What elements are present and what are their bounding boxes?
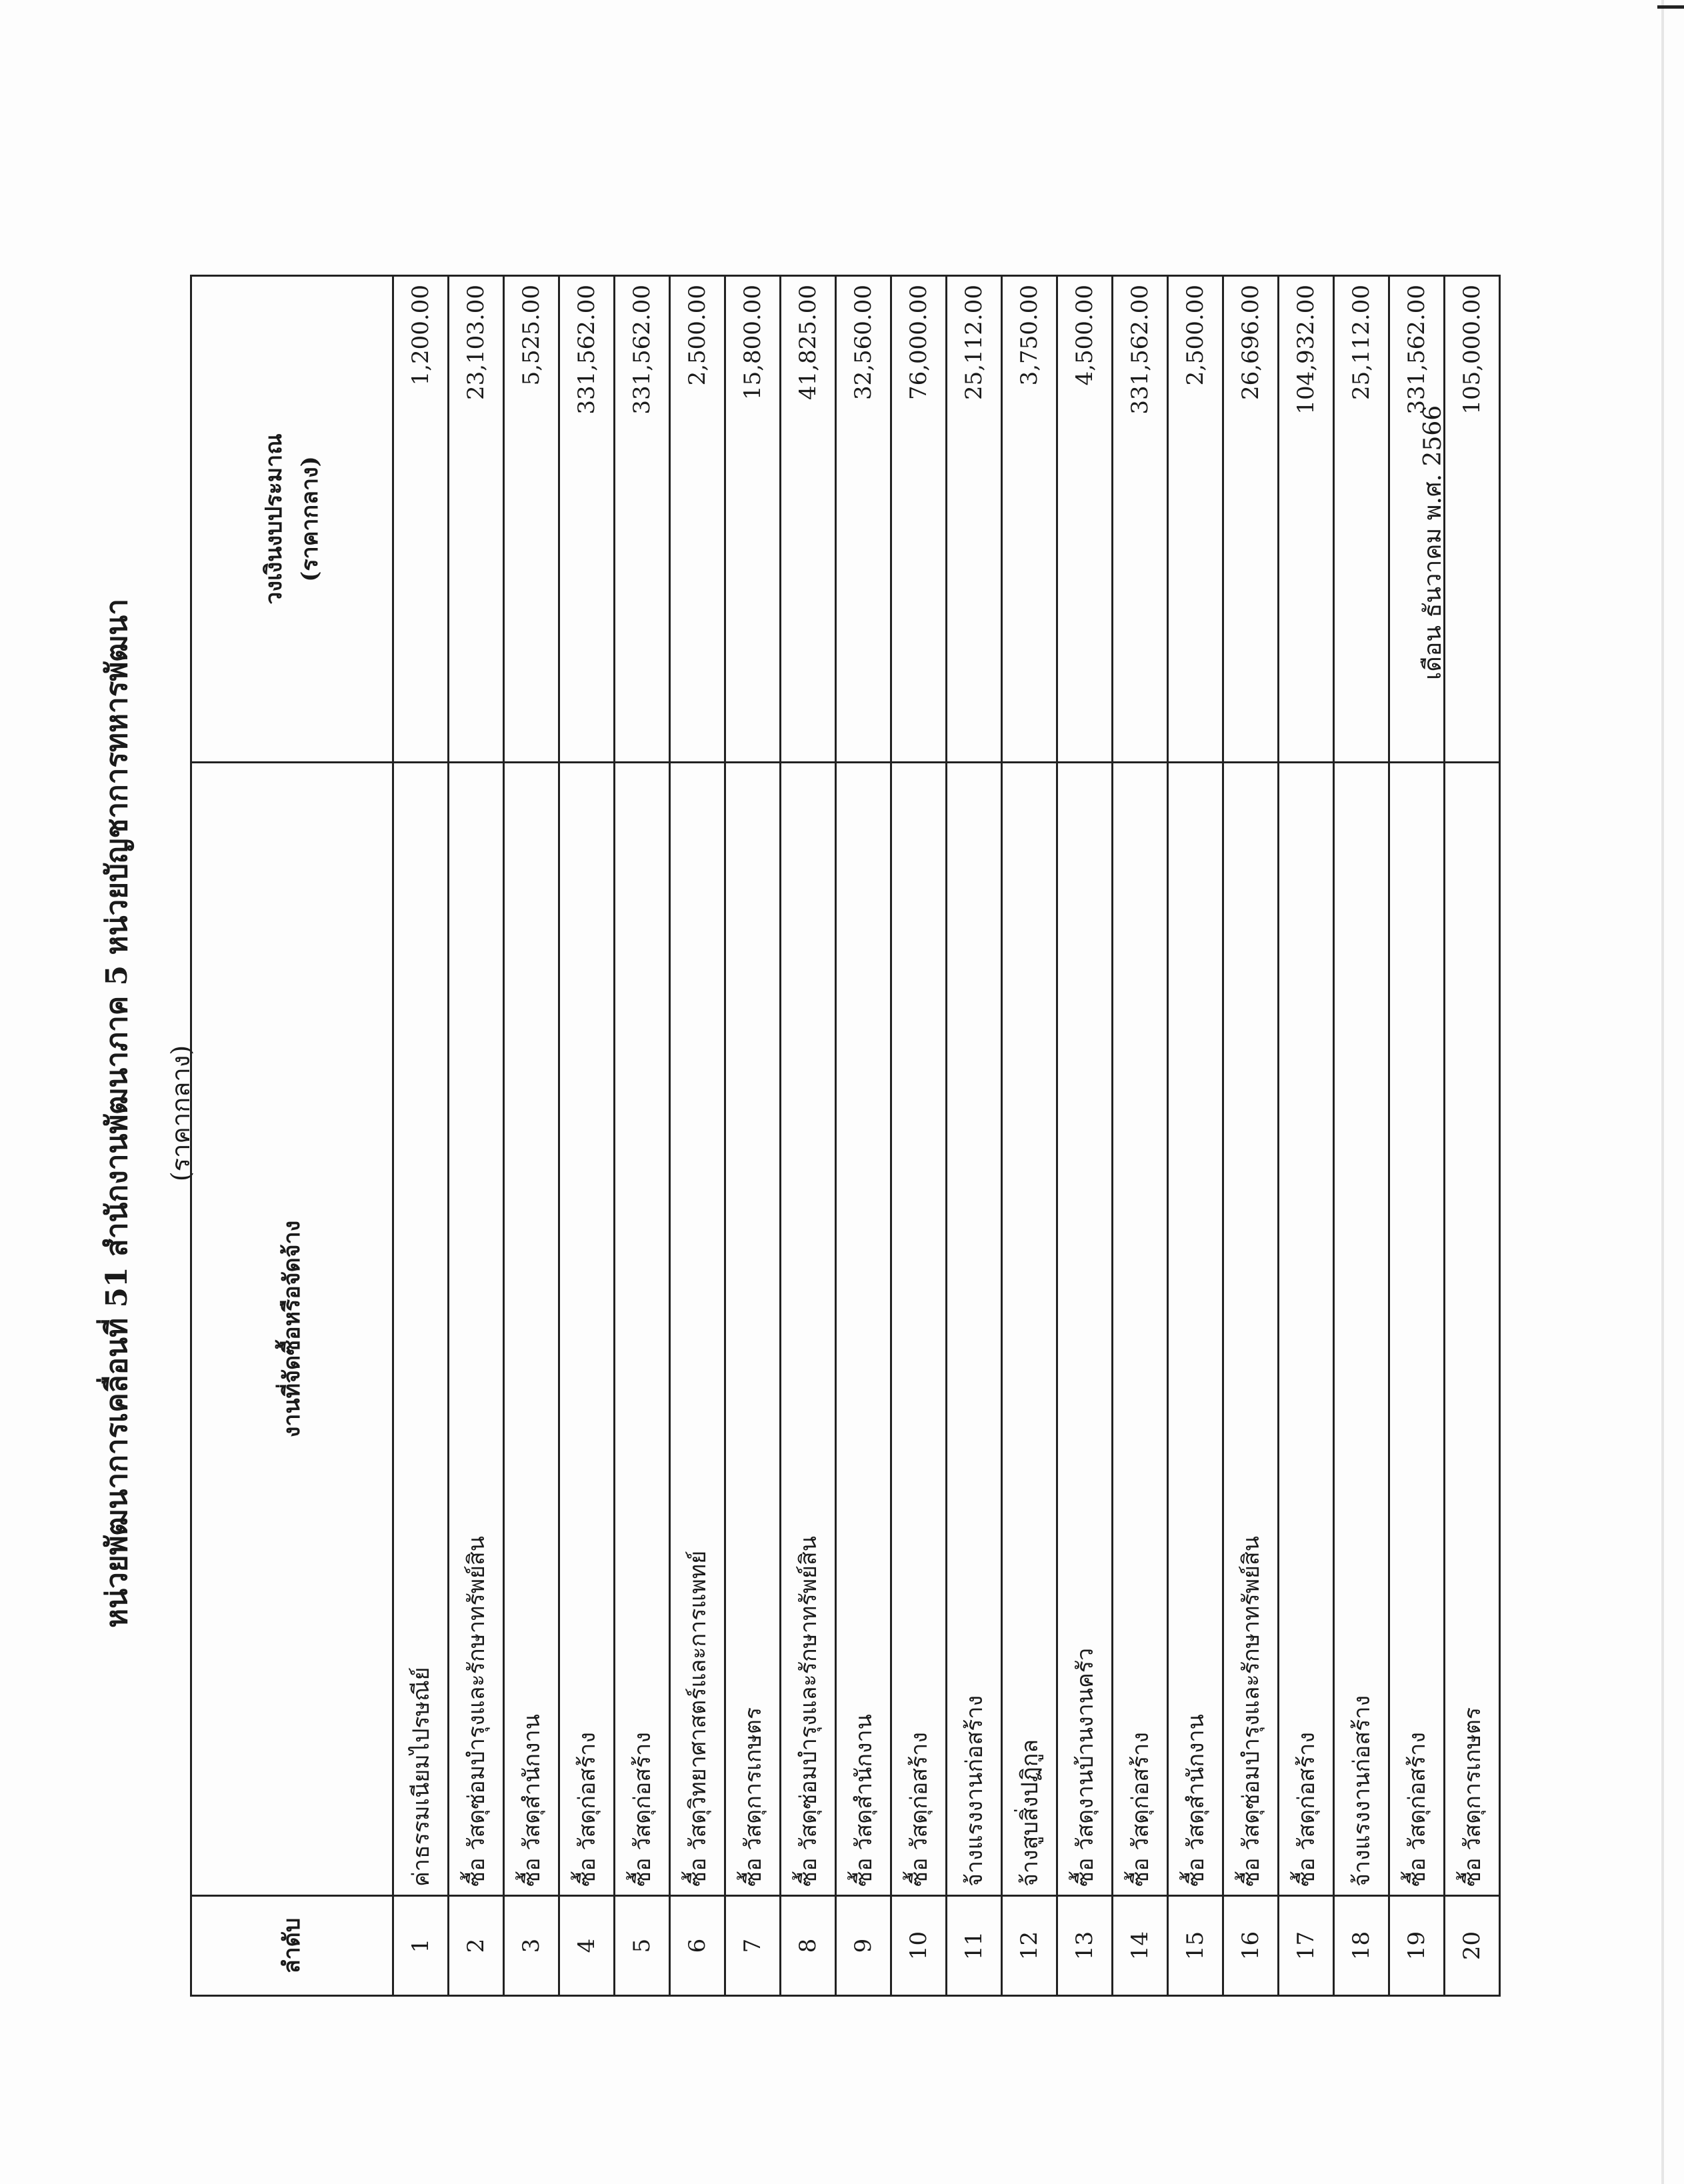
document-subtitle: (ราคากลาง) — [166, 1045, 195, 1182]
row-amount: 331,562.00 — [615, 276, 670, 763]
row-amount: 25,112.00 — [947, 276, 1002, 763]
document-title: หน่วยพัฒนาการเคลื่อนที่ 51 สำนักงานพัฒนาภาค 5 หน่วยบัญชาการทหารพัฒนา — [100, 599, 134, 1628]
row-number: 8 — [781, 1896, 836, 1996]
table-row — [670, 276, 725, 1996]
row-description: ซื้อ วัสดุก่อสร้าง — [1279, 763, 1334, 1896]
row-number: 14 — [1113, 1896, 1168, 1996]
row-number: 20 — [1445, 1896, 1500, 1996]
row-description: ซื้อ วัสดุก่อสร้าง — [615, 763, 670, 1896]
row-number: 4 — [559, 1896, 615, 1996]
table-row — [559, 276, 615, 1996]
table-row — [1002, 276, 1057, 1996]
row-description: จ้างสูบสิ่งปฏิกูล — [1002, 763, 1057, 1896]
row-number: 5 — [615, 1896, 670, 1996]
row-amount: 104,932.00 — [1279, 276, 1334, 763]
row-amount: 331,562.00 — [559, 276, 615, 763]
table-row — [1445, 276, 1500, 1996]
row-amount: 4,500.00 — [1057, 276, 1113, 763]
row-description: ซื้อ วัสดุก่อสร้าง — [891, 763, 947, 1896]
row-description: ซื้อ วัสดุการเกษตร — [1445, 763, 1500, 1896]
header-no: ลำดับ — [191, 1896, 393, 1996]
row-description: ซื้อ วัสดุสำนักงาน — [836, 763, 891, 1896]
table-row — [1279, 276, 1334, 1996]
row-number: 15 — [1168, 1896, 1223, 1996]
row-description: ค่าธรรมเนียมไปรษณีย์ — [393, 763, 449, 1896]
table-row — [781, 276, 836, 1996]
row-amount: 41,825.00 — [781, 276, 836, 763]
header-budget — [191, 276, 393, 763]
table-row — [1334, 276, 1389, 1996]
scan-edge-shadow — [1661, 0, 1664, 2184]
row-description: ซื้อ วัสดุซ่อมบำรุงและรักษาทรัพย์สิน — [1223, 763, 1279, 1896]
row-amount: 26,696.00 — [1223, 276, 1279, 763]
row-description: ซื้อ วัสดุก่อสร้าง — [1389, 763, 1445, 1896]
row-description: ซื้อ วัสดุสำนักงาน — [504, 763, 559, 1896]
table-row — [504, 276, 559, 1996]
row-amount: 32,560.00 — [836, 276, 891, 763]
table-row — [1223, 276, 1279, 1996]
table-row — [1168, 276, 1223, 1996]
header-work: งานที่จัดซื้อหรือจัดจ้าง — [191, 763, 393, 1896]
row-description: จ้างแรงงานก่อสร้าง — [1334, 763, 1389, 1896]
table-row — [449, 276, 504, 1996]
table-row — [393, 276, 449, 1996]
table-row — [947, 276, 1002, 1996]
table-row — [1057, 276, 1113, 1996]
row-number: 16 — [1223, 1896, 1279, 1996]
row-description: ซื้อ วัสดุสำนักงาน — [1168, 763, 1223, 1896]
row-number: 18 — [1334, 1896, 1389, 1996]
row-amount: 331,562.00 — [1113, 276, 1168, 763]
row-number: 13 — [1057, 1896, 1113, 1996]
row-amount: 105,000.00 — [1445, 276, 1500, 763]
row-number: 3 — [504, 1896, 559, 1996]
row-amount: 2,500.00 — [1168, 276, 1223, 763]
row-amount: 15,800.00 — [725, 276, 781, 763]
table-header-row — [191, 276, 393, 1996]
procurement-table — [190, 275, 1501, 1997]
row-number: 12 — [1002, 1896, 1057, 1996]
row-number: 17 — [1279, 1896, 1334, 1996]
table-row — [891, 276, 947, 1996]
row-description: ซื้อ วัสดุก่อสร้าง — [559, 763, 615, 1896]
row-amount: 1,200.00 — [393, 276, 449, 763]
row-amount: 23,103.00 — [449, 276, 504, 763]
row-number: 19 — [1389, 1896, 1445, 1996]
row-description: ซื้อ วัสดุการเกษตร — [725, 763, 781, 1896]
row-amount: 2,500.00 — [670, 276, 725, 763]
row-number: 7 — [725, 1896, 781, 1996]
row-number: 1 — [393, 1896, 449, 1996]
scan-edge-mark — [1657, 5, 1684, 9]
row-amount: 25,112.00 — [1334, 276, 1389, 763]
header-budget-line1: วงเงินงบประมาณ — [260, 433, 287, 605]
row-number: 6 — [670, 1896, 725, 1996]
row-description: ซื้อ วัสดุงานบ้านงานครัว — [1057, 763, 1113, 1896]
table-row — [725, 276, 781, 1996]
row-amount: 76,000.00 — [891, 276, 947, 763]
document-month: เดือน ธันวาคม พ.ศ. 2566 — [1419, 405, 1447, 680]
table-row — [836, 276, 891, 1996]
row-amount: 5,525.00 — [504, 276, 559, 763]
header-budget-line2: (ราคากลาง) — [297, 456, 323, 582]
row-description: ซื้อ วัสดุซ่อมบำรุงและรักษาทรัพย์สิน — [781, 763, 836, 1896]
row-number: 9 — [836, 1896, 891, 1996]
table-row — [615, 276, 670, 1996]
row-amount: 331,562.00 — [1389, 276, 1445, 763]
row-description: ซื้อ วัสดุซ่อมบำรุงและรักษาทรัพย์สิน — [449, 763, 504, 1896]
row-description: ซื้อ วัสดุวิทยาศาสตร์และการแพทย์ — [670, 763, 725, 1896]
row-number: 10 — [891, 1896, 947, 1996]
row-number: 2 — [449, 1896, 504, 1996]
rotated-sheet — [80, 213, 1486, 2013]
row-number: 11 — [947, 1896, 1002, 1996]
row-amount: 3,750.00 — [1002, 276, 1057, 763]
table-row — [1113, 276, 1168, 1996]
row-description: จ้างแรงงานก่อสร้าง — [947, 763, 1002, 1896]
row-description: ซื้อ วัสดุก่อสร้าง — [1113, 763, 1168, 1896]
